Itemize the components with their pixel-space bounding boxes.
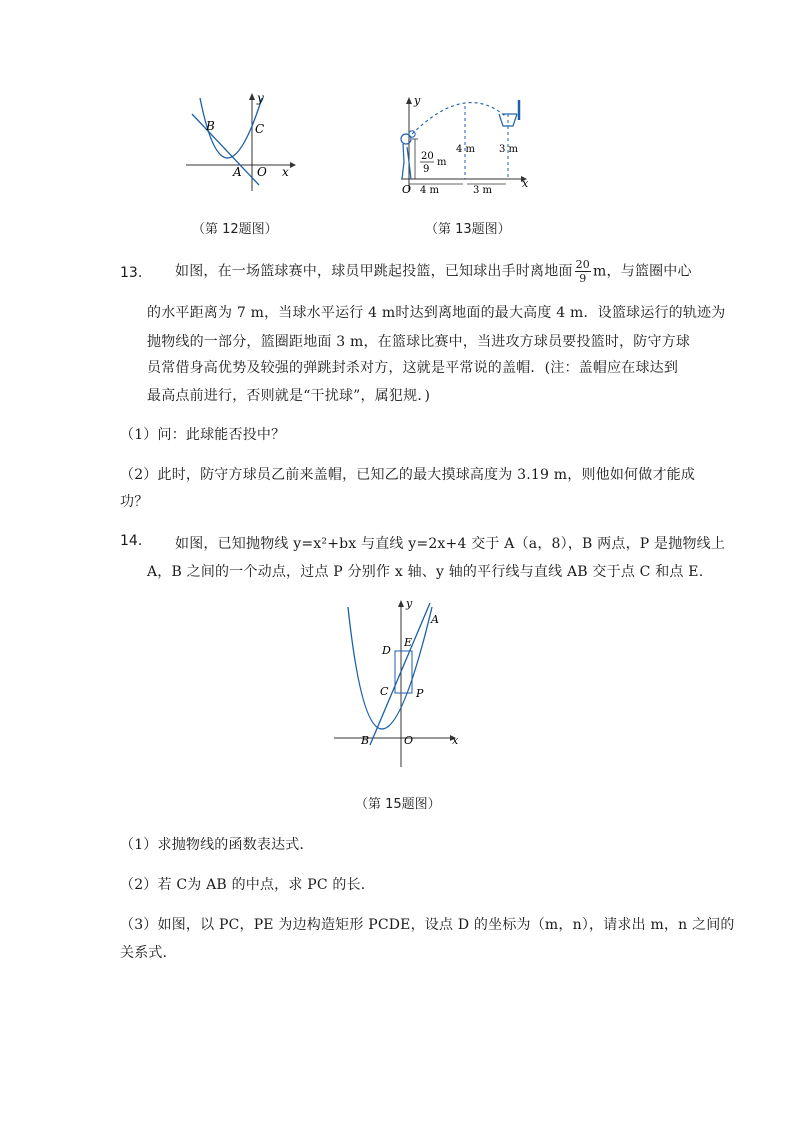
fig12-label-y: y — [257, 91, 264, 105]
question-13-line-1 — [175, 258, 692, 285]
fig15-label-p: P — [416, 687, 424, 700]
figure-13-diagram — [393, 92, 533, 198]
question-13-line-4: 员常借身高优势及较强的弹跳封杀对方，这就是平常说的盖帽．(注：盖帽应在球达到 — [147, 360, 679, 376]
question-14-line-1: 如图，已知抛物线 y=x²+bx 与直线 y=2x+4 交于 A（a，8），B 两点，P 是抛物线上 — [175, 536, 726, 552]
question-13-line-5: 最高点前进行，否则就是“干扰球”，属犯规．) — [147, 388, 431, 404]
fig13-rim-height: 3 m — [499, 144, 519, 155]
figure-15-diagram — [334, 595, 464, 767]
fig15-label-c: C — [380, 685, 389, 698]
question-13-sub-2a: （2）此时，防守方球员乙前来盖帽，已知乙的最大摸球高度为 3.19 m，则他如何做才能成 — [120, 467, 696, 483]
question-13-line-3: 抛物线的一部分，篮圈距地面 3 m，在篮球比赛中，当进攻方球员要投篮时，防守方球 — [147, 334, 691, 350]
fig15-label-y: y — [406, 597, 413, 610]
fig15-label-d: D — [382, 644, 391, 657]
figure-12 — [186, 88, 296, 193]
figure-15 — [334, 595, 464, 767]
question-14-line-2: A，B 之间的一个动点，过点 P 分别作 x 轴、y 轴的平行线与直线 AB 交于点 C 和点 E. — [147, 564, 704, 580]
fig13-height-unit: m — [437, 157, 447, 168]
fig15-label-e: E — [404, 636, 413, 649]
q13-line1-text-b: m，与篮圈中心 — [593, 263, 692, 280]
question-14-sub-2: （2）若 C为 AB 的中点，求 PC 的长． — [120, 877, 375, 893]
fig12-label-c: C — [255, 122, 265, 136]
fig13-label-y: y — [414, 94, 421, 107]
q13-fraction-num: 20 — [575, 258, 591, 271]
fig15-label-a: A — [431, 613, 439, 626]
question-13-line-2: 的水平距离为 7 m，当球水平运行 4 m时达到离地面的最大高度 4 m．设篮球运行的轨迹为 — [147, 305, 726, 321]
fig12-label-o: O — [257, 165, 267, 179]
fig12-label-a: A — [233, 165, 242, 179]
q13-line1-text-a: 如图，在一场篮球赛中，球员甲跳起投篮，已知球出手时离地面 — [175, 263, 573, 280]
question-13-sub-1: （1）问：此球能否投中？ — [120, 427, 286, 443]
figure-12-caption: （第 12题图） — [192, 222, 278, 237]
q13-fraction-den: 9 — [579, 272, 587, 285]
fig13-mid-height: 4 m — [456, 144, 476, 155]
question-13-sub-2b: 功？ — [120, 494, 149, 510]
fig13-height-denominator: 9 — [423, 164, 430, 175]
question-14-number: 14. — [120, 533, 143, 549]
fig13-distance-1: 4 m — [420, 185, 440, 196]
figure-12-diagram — [186, 88, 296, 193]
question-13-number: 13. — [120, 265, 143, 281]
fig13-distance-2: 3 m — [473, 185, 493, 196]
figure-15-caption: （第 15题图） — [355, 797, 441, 812]
fig13-label-o: O — [402, 183, 412, 196]
figure-13-caption: （第 13题图） — [425, 222, 511, 237]
fig12-label-b: B — [206, 119, 215, 133]
fig15-label-o: O — [404, 734, 414, 747]
fig13-height-numerator: 20 — [421, 151, 434, 162]
q13-fraction — [575, 258, 591, 285]
fig12-label-x: x — [282, 165, 289, 179]
fig13-label-x: x — [522, 177, 529, 190]
question-14-sub-3b: 关系式． — [120, 945, 177, 961]
question-14-sub-1: （1）求抛物线的函数表达式． — [120, 837, 314, 853]
fig15-label-x: x — [452, 734, 459, 747]
fig15-label-b: B — [361, 734, 370, 747]
figure-13 — [393, 92, 533, 198]
question-14-sub-3a: （3）如图，以 PC，PE 为边构造矩形 PCDE，设点 D 的坐标为（m，n），请求出 m，n 之间的 — [120, 917, 735, 933]
